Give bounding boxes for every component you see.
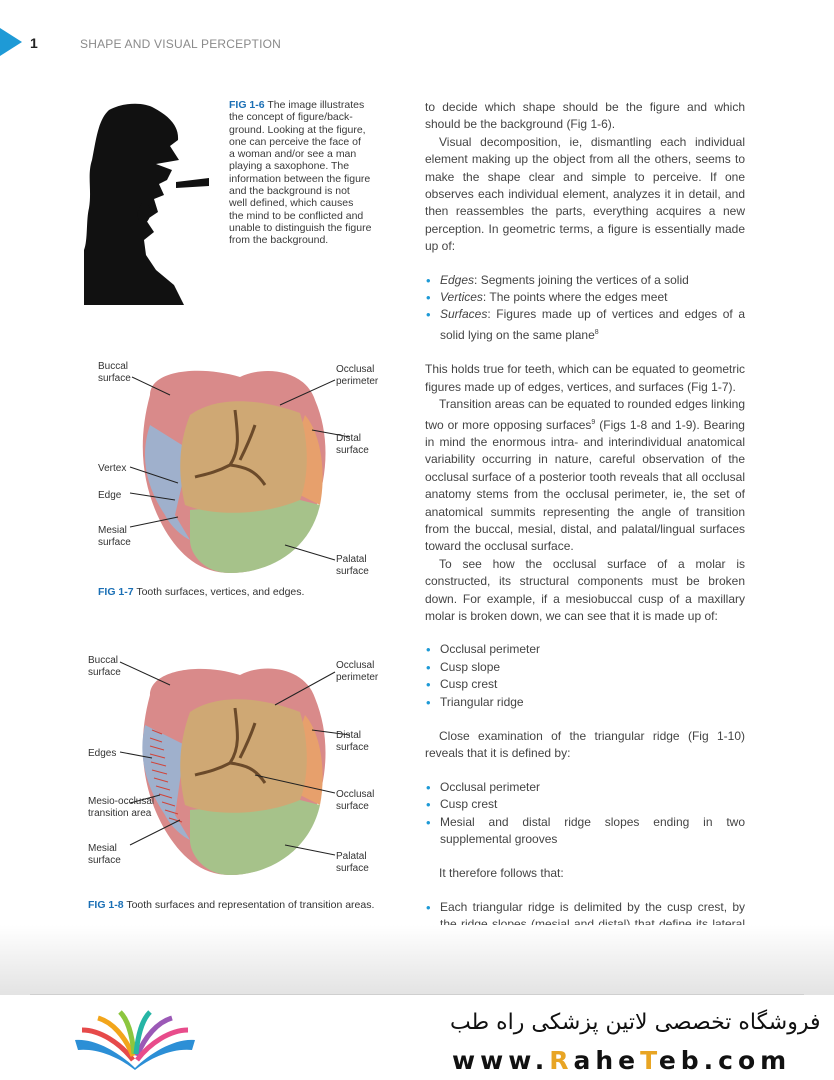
label-distal-surface: Distal surface <box>336 433 369 456</box>
list-item: • Vertices: The points where the edges meet <box>425 289 745 306</box>
shop-name: فروشگاه تخصصی لاتین پزشکی راه طب <box>450 1010 821 1035</box>
label-mesio-occlusal-transition-area: Mesio-occlusal transition area <box>88 796 155 819</box>
body-column <box>425 99 745 968</box>
label-vertex: Vertex <box>98 463 127 474</box>
component-list <box>425 641 745 711</box>
label-palatal-surface-2: Palatal surface <box>336 851 369 874</box>
label-distal-surface-2: Distal surface <box>336 730 369 753</box>
paragraph: to decide which shape should be the figure and which should be the background (Fig 1-6). <box>425 100 745 132</box>
fig-1-8-tooth-diagram <box>90 650 390 885</box>
list-item: • Occlusal perimeter <box>425 641 745 658</box>
label-edges: Edges <box>88 748 117 759</box>
label-mesial-surface: Mesial surface <box>98 525 131 548</box>
footer-divider <box>30 994 804 995</box>
paragraph: Transition areas can be equated to rounded edges linking two or more opposing surfaces$^9$ (Figs 1-8 and 1-9). Bearing in mind the enormous intra- and interindividual anatomical variability occurring in nature, careful observation of the occlusal surface of a posterior tooth reveals that all occlusal anatomy stems from the occlusal perimeter, ie, the set of anatomical summits representing the angle of transition from the buccal, mesial, distal, and palatal/lingual surfaces toward the occlusal surface. <box>425 397 745 554</box>
open-book-logo-icon <box>70 1008 200 1074</box>
fig-1-7-caption: FIG 1-7 Tooth surfaces, vertices, and edges. <box>98 586 305 598</box>
list-item: • Triangular ridge <box>425 694 745 711</box>
list-item: • Surfaces: Figures made up of vertices and edges of a solid lying on the same plane$^8$ <box>425 306 745 344</box>
running-head: SHAPE AND VISUAL PERCEPTION <box>80 37 282 51</box>
label-edge: Edge <box>98 490 122 501</box>
paragraph: To see how the occlusal surface of a molar is constructed, its structural components must be broken down. For example, if a mesiobuccal cusp of a maxillary molar is broken down, we can see that it is made up of: <box>425 556 745 623</box>
paragraph: Close examination of the triangular ridge (Fig 1-10) reveals that it is defined by: <box>425 729 745 761</box>
paragraph: Visual decomposition, ie, dismantling each individual element making up the object from all the others, seems to make the shape clear and simple to perceive. If one observes each individual element, analyzes it in detail, and then reassembles the parts, everything acquires a new perception. In geometric terms, a figure is essentially made up of: <box>425 134 745 254</box>
page-marker-icon <box>0 28 22 56</box>
paragraph: This holds true for teeth, which can be equated to geometric figures made up of edges, vertices, and surfaces (Fig 1-7). <box>425 362 745 394</box>
fig-1-6-label: FIG 1-6 <box>229 99 265 111</box>
footer-shade <box>0 925 834 995</box>
label-mesial-surface-2: Mesial surface <box>88 843 121 866</box>
list-item: • Cusp crest <box>425 796 745 813</box>
list-item: • Mesial and distal ridge slopes ending in two supplemental grooves <box>425 814 745 849</box>
list-item: • Cusp crest <box>425 676 745 693</box>
fig-1-8-caption: FIG 1-8 Tooth surfaces and representation of transition areas. <box>88 899 375 911</box>
paragraph: It therefore follows that: <box>439 866 564 881</box>
list-item: • Edges: Segments joining the vertices of a solid <box>425 272 745 289</box>
website-url[interactable]: www.RaheTeb.com <box>452 1046 792 1075</box>
fig-1-6-caption: FIG 1-6 The image illustrates the concept of figure/back- ground. Looking at the figure, one can perceive the face of a woman and/or see a man playing a saxophone. The information between the figure and the background is not well defined, which causes the mind to be conflicted and unable to distinguish the figure from the background. <box>229 99 372 247</box>
label-occlusal-perimeter-2: Occlusal perimeter <box>336 660 379 683</box>
figure-ground-illustration <box>84 100 214 310</box>
page-number: 1 <box>30 35 38 51</box>
label-buccal-surface-2: Buccal surface <box>88 655 121 678</box>
list-item: • Each triangular ridge is delimited by the cusp crest, by <box>425 899 745 969</box>
label-palatal-surface: Palatal surface <box>336 554 369 577</box>
label-occlusal-perimeter: Occlusal perimeter <box>336 364 379 387</box>
ridge-list <box>425 779 745 849</box>
fig-1-7-tooth-diagram <box>90 355 390 585</box>
list-item: • Occlusal perimeter <box>425 779 745 796</box>
list-item: • Cusp slope <box>425 659 745 676</box>
label-occlusal-surface: Occlusal surface <box>336 789 375 812</box>
definition-list <box>425 272 745 345</box>
label-buccal-surface: Buccal surface <box>98 361 131 384</box>
